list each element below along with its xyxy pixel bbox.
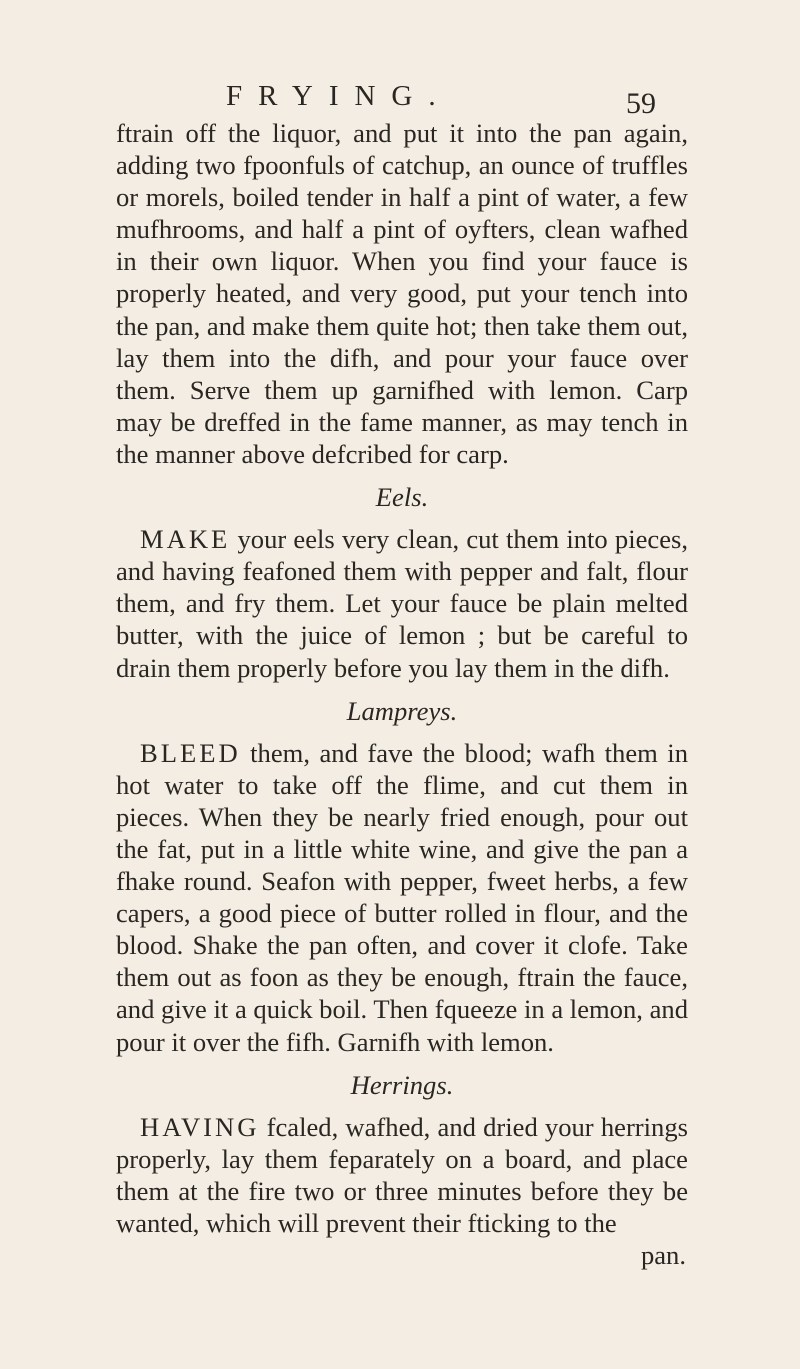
eels-lead-word: MAKE [140, 524, 231, 555]
lampreys-lead-word: BLEED [140, 737, 241, 768]
running-title: FRYING. [226, 80, 452, 112]
lampreys-text: them, and fave the blood; wafh them in hot water to take off the flime, and cut them in pieces. When they be nearly fried enough, pour out the fat, put in a little white wine, and give the pan a fhake round. Seafon with pepper, fweet herbs, a few capers, a good piece of butter rolled in flour, and the blood. Shake the pan often, and cover it clofe. Take them out as foon as they be enough, ftrain the fauce, and give it a quick boil. Then fqueeze in a lemon, and pour it over the fifh. Garnifh with lemon. [116, 737, 688, 1057]
catchword: pan. [640, 1240, 686, 1271]
lampreys-recipe [116, 737, 688, 1058]
page-number: 59 [626, 87, 656, 120]
eels-recipe [116, 523, 688, 683]
body-text [116, 117, 688, 1271]
eels-text: your eels very clean, cut them into pieces, and having feafoned them with pepper and falt, flour them, and fry them. Let your fauce be plain melted butter, with the juice of lemon ; but be careful to drain them properly before you lay them in the difh. [116, 524, 688, 683]
herrings-heading: Herrings. [350, 1069, 454, 1100]
tench-recipe-continuation: ftrain off the liquor, and put it into the pan again, adding two fpoonfuls of catchup, an ounce of truffles or morels, boiled tender in half a pint of water, a few mufhrooms, and half a pint of oyfters, clean wafhed in their own liquor. When you find your fauce is properly heated, and very good, put your tench into the pan, and make them quite hot; then take them out, lay them into the difh, and pour your fauce over them. Serve them up garnifhed with lemon. Carp may be dreffed in the fame manner, as may tench in the manner above defcribed for carp. [116, 118, 688, 469]
herrings-recipe [116, 1111, 688, 1239]
lampreys-heading: Lampreys. [346, 695, 458, 726]
herrings-text: fcaled, wafhed, and dried your herrings properly, lay them feparately on a board, and place them at the fire two or three minutes before they be wanted, which will prevent their fticking to the [116, 1111, 688, 1238]
running-head [0, 78, 800, 118]
herrings-lead-word: HAVING [140, 1111, 260, 1142]
eels-heading: Eels. [375, 482, 429, 513]
